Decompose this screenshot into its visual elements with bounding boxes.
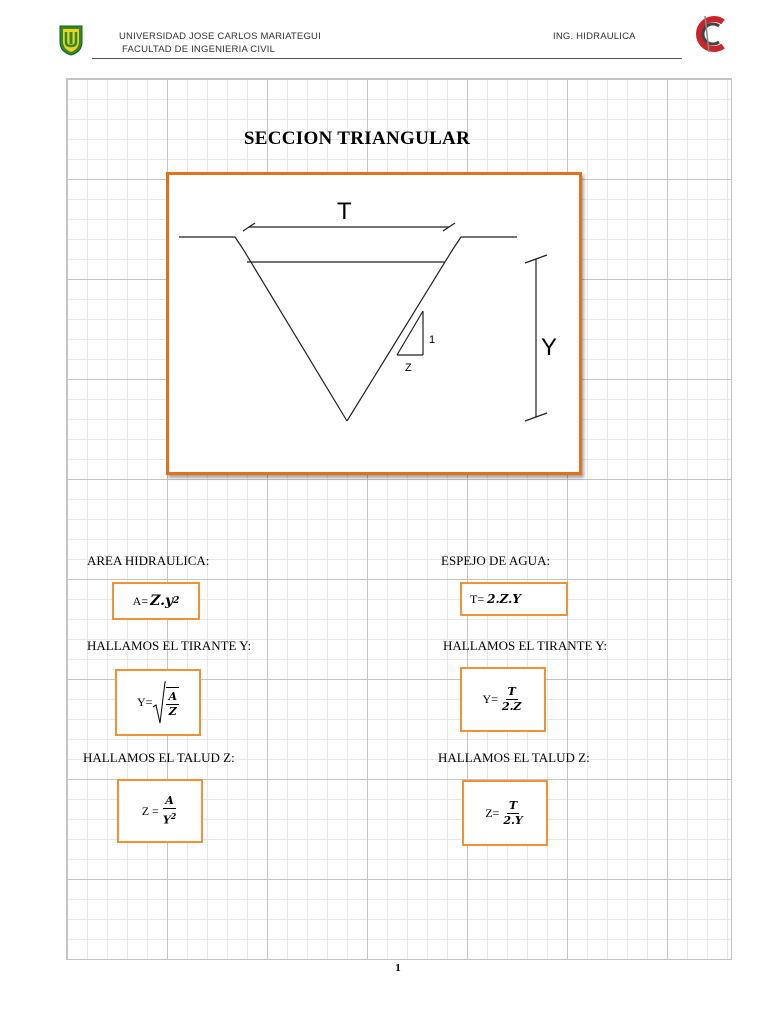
talud-heading-left: HALLAMOS EL TALUD Z: bbox=[83, 750, 235, 765]
talud-formula-left-den: Y bbox=[162, 813, 171, 827]
figure-label-slope-z: Z bbox=[405, 362, 412, 374]
triangular-section-figure bbox=[166, 172, 582, 475]
header-course: ING. HIDRAULICA bbox=[553, 31, 636, 42]
talud-formula-box-left bbox=[117, 779, 203, 843]
tirante-heading-right: HALLAMOS EL TIRANTE Y: bbox=[443, 638, 608, 653]
square-root-icon bbox=[152, 681, 166, 725]
area-formula-exp: 2 bbox=[173, 596, 180, 606]
tirante-formula-left-lhs: Y= bbox=[137, 695, 153, 709]
tirante-formula-right-lhs: Y= bbox=[482, 692, 498, 706]
header-faculty: FACULTAD DE INGENIERIA CIVIL bbox=[122, 44, 276, 55]
tirante-formula-box-left bbox=[115, 669, 201, 736]
talud-formula-left-den-exp: 2 bbox=[170, 811, 177, 822]
area-formula-lhs: A= bbox=[132, 593, 149, 608]
tirante-formula-right-num: T bbox=[507, 685, 516, 698]
figure-label-slope-1: 1 bbox=[429, 334, 436, 346]
talud-formula-right-lhs: Z= bbox=[485, 805, 500, 820]
area-heading: AREA HIDRAULICA: bbox=[87, 553, 210, 568]
page-title: SECCION TRIANGULAR bbox=[243, 128, 471, 149]
espejo-formula-box bbox=[460, 582, 568, 616]
tirante-formula-right-den: 2.Z bbox=[501, 700, 522, 713]
faculty-c-logo-icon bbox=[693, 12, 731, 56]
university-logo bbox=[58, 24, 84, 56]
university-shield-icon bbox=[58, 24, 84, 56]
header-university: UNIVERSIDAD JOSE CARLOS MARIATEGUI bbox=[119, 31, 321, 42]
header-rule bbox=[92, 58, 682, 59]
figure-label-T: T bbox=[337, 198, 352, 225]
talud-formula-right-den: 2.Y bbox=[503, 813, 523, 827]
talud-formula-left-num: A bbox=[165, 794, 174, 808]
tirante-formula-left-den: Z bbox=[168, 704, 177, 718]
tirante-formula-box-right bbox=[460, 667, 546, 732]
area-formula-box bbox=[112, 582, 200, 620]
area-formula-rhs: Z.y bbox=[150, 593, 174, 609]
page-number: 1 bbox=[395, 962, 401, 974]
talud-heading-right: HALLAMOS EL TALUD Z: bbox=[438, 750, 590, 765]
espejo-formula-rhs: 2.Z.Y bbox=[487, 592, 521, 606]
espejo-heading: ESPEJO DE AGUA: bbox=[441, 553, 551, 568]
tirante-formula-left-num: A bbox=[168, 689, 177, 703]
tirante-heading-left: HALLAMOS EL TIRANTE Y: bbox=[87, 638, 252, 653]
espejo-formula-lhs: T= bbox=[470, 591, 485, 606]
talud-formula-box-right bbox=[462, 780, 548, 846]
talud-formula-right-num: T bbox=[508, 798, 518, 812]
talud-formula-left-lhs: Z = bbox=[141, 803, 159, 818]
figure-label-Y: Y bbox=[541, 334, 558, 361]
triangular-channel-diagram bbox=[169, 175, 579, 472]
faculty-logo bbox=[693, 12, 731, 56]
